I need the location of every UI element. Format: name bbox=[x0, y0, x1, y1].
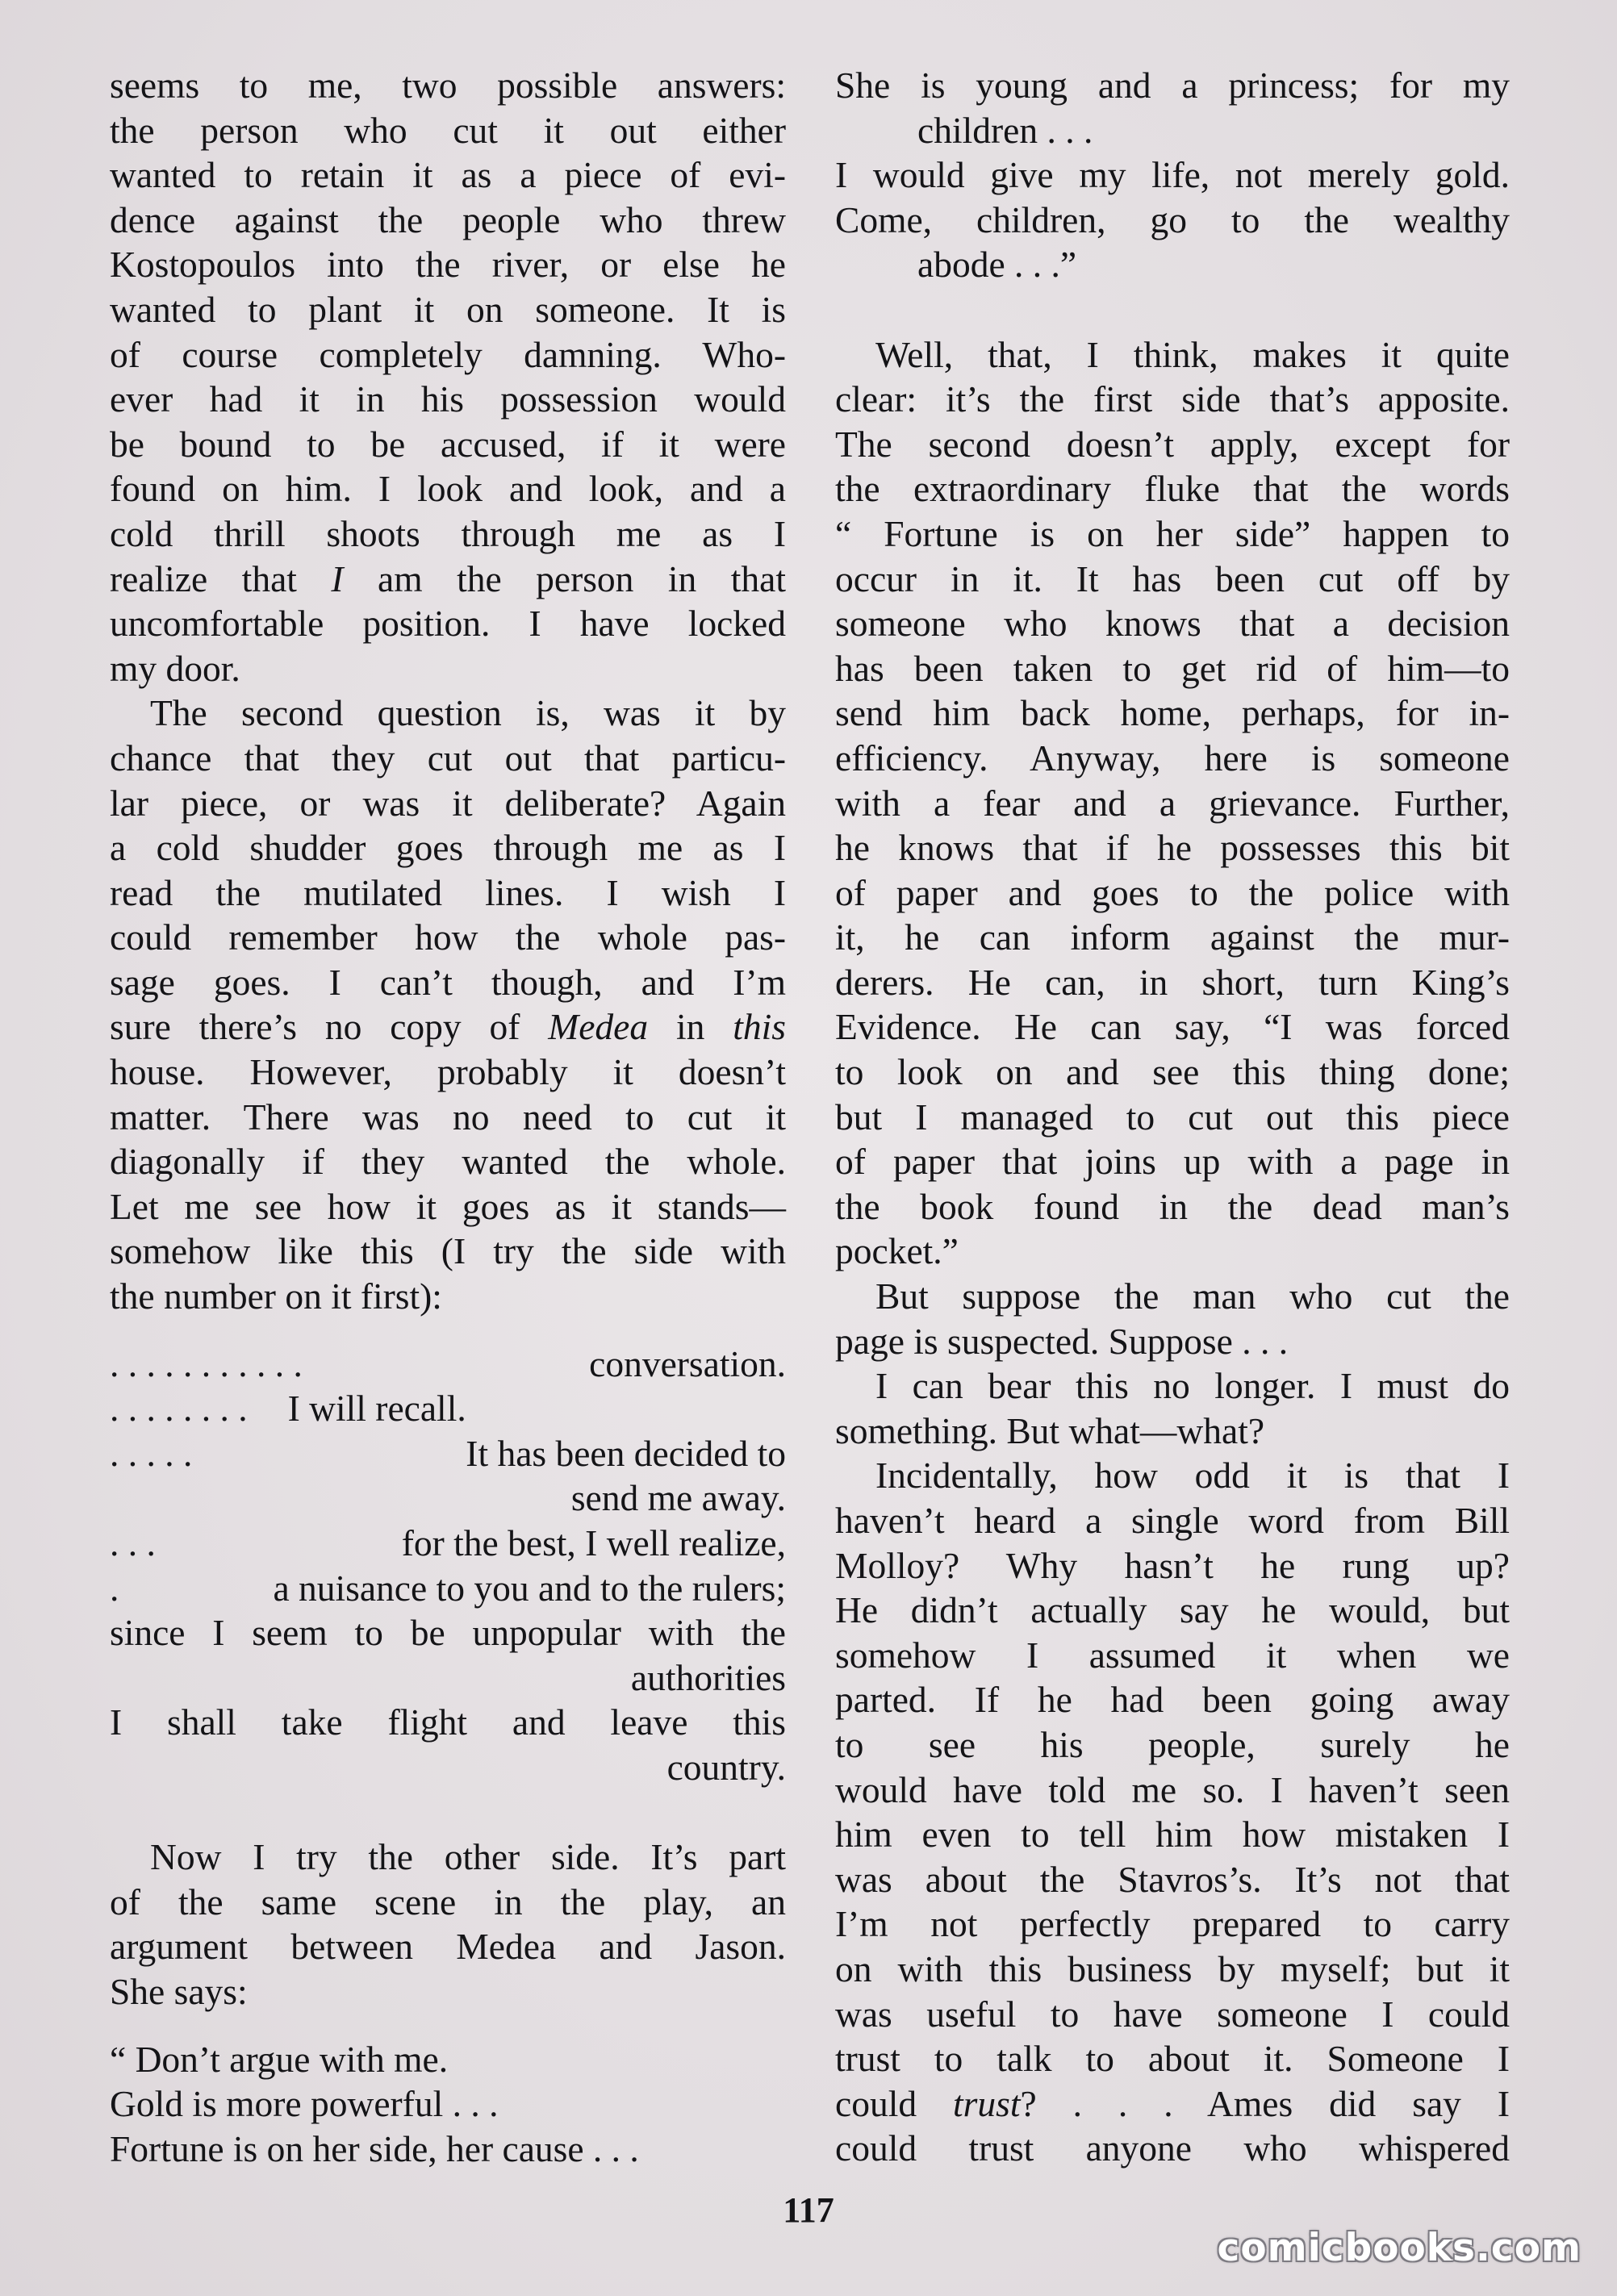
fragment-line bbox=[110, 1521, 786, 1566]
text-line: Evidence. He can say, “I was forced bbox=[835, 1006, 1510, 1048]
fragment-line bbox=[110, 1431, 786, 1476]
text-line: argument between Medea and Jason. bbox=[110, 1926, 786, 1968]
text-line: Molloy? Why hasn’t he rung up? bbox=[835, 1544, 1510, 1586]
text-line: could remember how the whole pas- bbox=[110, 916, 786, 958]
text-line: diagonally if they wanted the whole. bbox=[110, 1141, 786, 1183]
text-line: clear: it’s the first side that’s apposite. bbox=[835, 378, 1510, 420]
text-line: the person who cut it out either bbox=[110, 109, 786, 151]
ellipsis-dots: . bbox=[110, 1567, 119, 1609]
ellipsis-dots: . . . . . . . . bbox=[110, 1388, 248, 1430]
ellipsis-dots: . . . . . bbox=[110, 1432, 193, 1474]
text-line: house. However, probably it doesn’t bbox=[110, 1051, 786, 1093]
text-line: He didn’t actually say he would, but bbox=[835, 1589, 1510, 1631]
text-line: be bound to be accused, if it were bbox=[110, 423, 786, 465]
verse-line: children . . . bbox=[917, 109, 1093, 151]
paragraph-start: The second question is, was it by bbox=[150, 692, 786, 734]
text-line: matter. There was no need to cut it bbox=[110, 1096, 786, 1138]
text-line: chance that they cut out that particu- bbox=[110, 737, 786, 779]
fragment-text: a nuisance to you and to the rulers; bbox=[273, 1567, 786, 1609]
italic-word: I bbox=[331, 557, 344, 599]
watermark-logo: comicbooks.com bbox=[1217, 2226, 1581, 2270]
quote-line: “ Don’t argue with me. bbox=[110, 2038, 449, 2080]
text-line: “ Fortune is on her side” happen to bbox=[835, 512, 1510, 554]
text-line: wanted to plant it on someone. It is bbox=[110, 288, 786, 330]
text-segment: ? . . . Ames did say I bbox=[1020, 2082, 1510, 2124]
text-line: a cold shudder goes through me as I bbox=[110, 827, 786, 869]
text-line: Kostopoulos into the river, or else he bbox=[110, 244, 786, 286]
text-line: dence against the people who threw bbox=[110, 198, 786, 240]
text-line bbox=[835, 2081, 1510, 2127]
text-line: trust to talk to about it. Someone I bbox=[835, 2038, 1510, 2080]
fragment-text: I will recall. bbox=[287, 1388, 466, 1430]
text-line: with a fear and a grievance. Further, bbox=[835, 782, 1510, 824]
text-segment: realize that bbox=[110, 557, 332, 599]
paragraph-start: Well, that, I think, makes it quite bbox=[875, 333, 1510, 375]
text-line: of paper and goes to the police with bbox=[835, 871, 1510, 913]
text-line: my door. bbox=[110, 647, 240, 689]
fragment-line bbox=[110, 1566, 786, 1611]
text-line: derers. He can, in short, turn King’s bbox=[835, 961, 1510, 1003]
paragraph-start: I can bear this no longer. I must do bbox=[875, 1365, 1510, 1407]
text-line bbox=[110, 557, 786, 602]
text-line: parted. If he had been going away bbox=[835, 1679, 1510, 1721]
verse-line: Come, children, go to the wealthy bbox=[835, 198, 1510, 240]
text-line: seems to me, two possible answers: bbox=[110, 65, 786, 106]
verse-line: I would give my life, not merely gold. bbox=[835, 154, 1510, 196]
text-line: he knows that if he possesses this bit bbox=[835, 827, 1510, 869]
text-line: Let me see how it goes as it stands— bbox=[110, 1185, 786, 1227]
text-line: read the mutilated lines. I wish I bbox=[110, 871, 786, 913]
text-line: of course completely damning. Who- bbox=[110, 333, 786, 375]
text-line: to see his people, surely he bbox=[835, 1723, 1510, 1765]
paragraph-start: But suppose the man who cut the bbox=[875, 1275, 1510, 1317]
text-line: it, he can inform against the mur- bbox=[835, 916, 1510, 958]
text-line: found on him. I look and look, and a bbox=[110, 468, 786, 510]
paragraph-start: Incidentally, how odd it is that I bbox=[875, 1455, 1510, 1497]
text-line: somehow I assumed it when we bbox=[835, 1634, 1510, 1676]
italic-word: this bbox=[733, 1006, 786, 1048]
fragment-text: for the best, I well realize, bbox=[401, 1522, 786, 1563]
text-line: of the same scene in the play, an bbox=[110, 1881, 786, 1922]
text-line: ever had it in his possession would bbox=[110, 378, 786, 420]
quote-line: Fortune is on her side, her cause . . . bbox=[110, 2127, 639, 2169]
text-segment: sure there’s no copy of bbox=[110, 1006, 549, 1048]
text-line: but I managed to cut out this piece bbox=[835, 1096, 1510, 1138]
text-line: cold thrill shoots through me as I bbox=[110, 512, 786, 554]
text-line: on with this business by myself; but it bbox=[835, 1947, 1510, 1989]
text-segment: am the person in that bbox=[343, 557, 786, 599]
text-segment: in bbox=[648, 1006, 733, 1048]
page-number: 117 bbox=[783, 2190, 834, 2230]
text-line: would have told me so. I haven’t seen bbox=[835, 1768, 1510, 1810]
text-line: efficiency. Anyway, here is someone bbox=[835, 737, 1510, 779]
text-line: uncomfortable position. I have locked bbox=[110, 603, 786, 645]
text-line: page is suspected. Suppose . . . bbox=[835, 1320, 1289, 1362]
text-line: could trust anyone who whispered bbox=[835, 2127, 1510, 2169]
text-segment: could bbox=[835, 2082, 954, 2124]
text-line: him even to tell him how mistaken I bbox=[835, 1814, 1510, 1856]
text-line: was useful to have someone I could bbox=[835, 1993, 1510, 2035]
text-line: the book found in the dead man’s bbox=[835, 1185, 1510, 1227]
text-line: wanted to retain it as a piece of evi- bbox=[110, 154, 786, 196]
text-line: the number on it first): bbox=[110, 1275, 442, 1317]
text-line: send him back home, perhaps, for in- bbox=[835, 692, 1510, 734]
fragment-line: I shall take flight and leave this bbox=[110, 1701, 786, 1743]
fragment-line: authorities bbox=[630, 1656, 786, 1698]
verse-line: She is young and a princess; for my bbox=[835, 65, 1510, 106]
text-line: sage goes. I can’t though, and I’m bbox=[110, 961, 786, 1003]
text-line: the extraordinary fluke that the words bbox=[835, 468, 1510, 510]
right-column bbox=[835, 63, 1510, 2171]
text-line: haven’t heard a single word from Bill bbox=[835, 1500, 1510, 1541]
left-column bbox=[110, 63, 786, 2171]
text-line: pocket.” bbox=[835, 1230, 959, 1272]
text-line: was about the Stavros’s. It’s not that bbox=[835, 1858, 1510, 1900]
fragment-line: send me away. bbox=[570, 1477, 786, 1519]
italic-word: trust bbox=[953, 2082, 1021, 2124]
verse-line: abode . . .” bbox=[917, 244, 1077, 286]
text-line: The second doesn’t apply, except for bbox=[835, 423, 1510, 465]
text-line: something. But what—what? bbox=[835, 1409, 1265, 1451]
text-line: I’m not perfectly prepared to carry bbox=[835, 1903, 1510, 1945]
text-line: of paper that joins up with a page in bbox=[835, 1141, 1510, 1183]
ellipsis-dots: . . . . . . . . . . . bbox=[110, 1342, 303, 1384]
text-line: occur in it. It has been cut off by bbox=[835, 557, 1510, 599]
text-line: lar piece, or was it deliberate? Again bbox=[110, 782, 786, 824]
italic-word: Medea bbox=[548, 1006, 649, 1048]
text-line: has been taken to get rid of him—to bbox=[835, 647, 1510, 689]
ellipsis-dots: . . . bbox=[110, 1522, 156, 1563]
text-line bbox=[110, 1004, 786, 1050]
text-line: She says: bbox=[110, 1970, 248, 2012]
text-line: someone who knows that a decision bbox=[835, 603, 1510, 645]
quote-line: Gold is more powerful . . . bbox=[110, 2083, 499, 2125]
fragment-text: It has been decided to bbox=[466, 1432, 786, 1474]
fragment-line: since I seem to be unpopular with the bbox=[110, 1612, 786, 1654]
text-line: somehow like this (I try the side with bbox=[110, 1230, 786, 1272]
text-line: to look on and see this thing done; bbox=[835, 1051, 1510, 1093]
fragment-text: conversation. bbox=[589, 1342, 786, 1384]
fragment-line bbox=[110, 1342, 786, 1387]
fragment-line bbox=[110, 1386, 786, 1431]
fragment-line: country. bbox=[666, 1746, 786, 1788]
paragraph-start: Now I try the other side. It’s part bbox=[150, 1836, 786, 1878]
